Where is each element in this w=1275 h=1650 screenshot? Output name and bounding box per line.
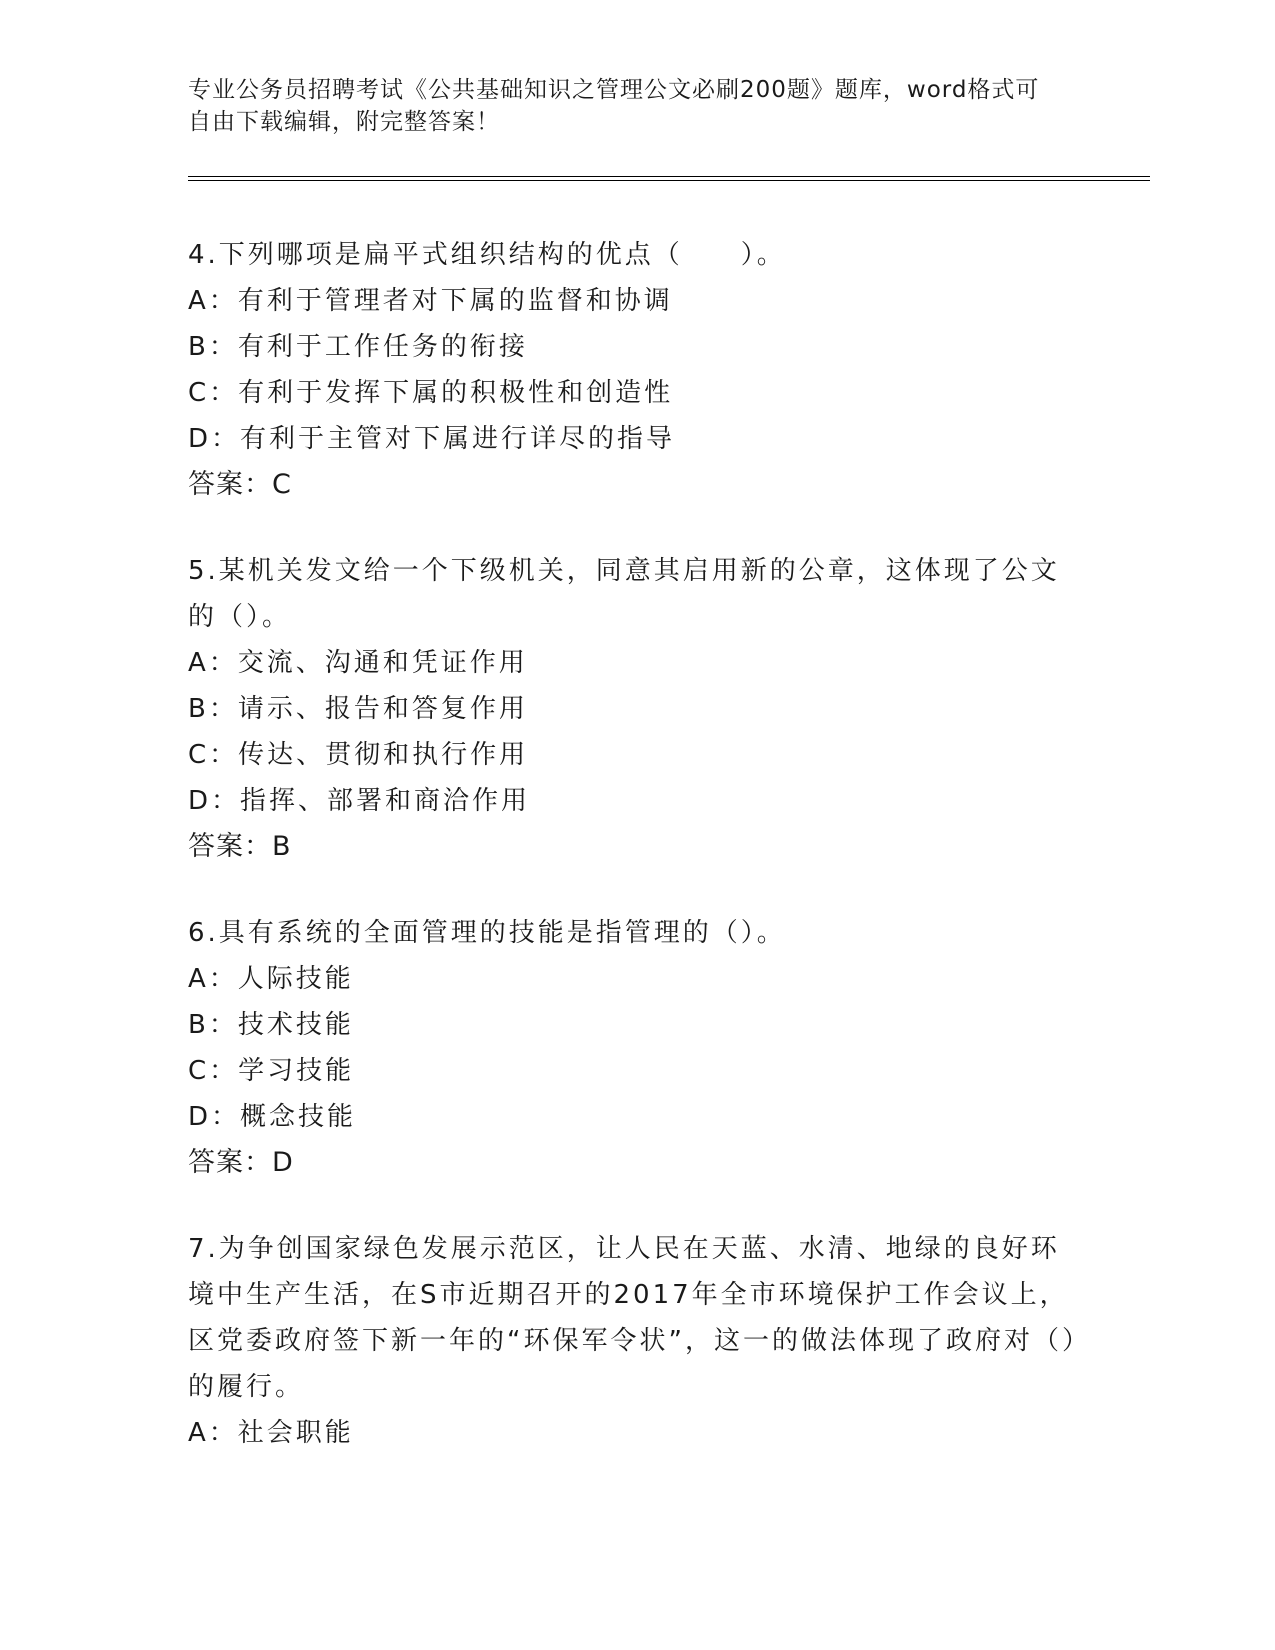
question-5 xyxy=(188,548,1078,870)
option-c: C：有利于发挥下属的积极性和创造性 xyxy=(188,378,674,408)
question-list xyxy=(188,232,1078,1496)
option-c: C：传达、贯彻和执行作用 xyxy=(188,740,529,770)
option-a: A：社会职能 xyxy=(188,1418,354,1448)
option-b: B：技术技能 xyxy=(188,1010,354,1040)
question-7 xyxy=(188,1226,1078,1456)
header-line-2: 自由下载编辑，附完整答案！ xyxy=(188,109,500,135)
question-stem: 7.为争创国家绿色发展示范区，让人民在天蓝、水清、地绿的良好环境中生产生活，在S市近期召开的2017年全市环境保护工作会议上，区党委政府签下新一年的“环保军令状”，这一的做法体现了政府对（）的履行。 xyxy=(188,1234,1078,1402)
header-line-1: 专业公务员招聘考试《公共基础知识之管理公文必刷200题》题库，word格式可 xyxy=(188,77,1040,103)
question-stem: 4.下列哪项是扁平式组织结构的优点（ ）。 xyxy=(188,240,786,270)
answer-line: 答案：C xyxy=(188,469,292,500)
option-d: D：指挥、部署和商洽作用 xyxy=(188,786,531,816)
question-stem: 6.具有系统的全面管理的技能是指管理的（）。 xyxy=(188,918,786,948)
option-a: A：交流、沟通和凭证作用 xyxy=(188,648,528,678)
option-b: B：请示、报告和答复作用 xyxy=(188,694,528,724)
option-a: A：有利于管理者对下属的监督和协调 xyxy=(188,286,673,316)
question-6 xyxy=(188,910,1078,1186)
question-stem: 5.某机关发文给一个下级机关，同意其启用新的公章，这体现了公文的（）。 xyxy=(188,556,1060,632)
header-divider-top xyxy=(188,176,1150,177)
document-header xyxy=(188,74,1068,138)
option-d: D：概念技能 xyxy=(188,1102,357,1132)
header-divider-bottom xyxy=(188,180,1150,181)
option-d: D：有利于主管对下属进行详尽的指导 xyxy=(188,424,676,454)
option-a: A：人际技能 xyxy=(188,964,354,994)
option-c: C：学习技能 xyxy=(188,1056,355,1086)
answer-line: 答案：B xyxy=(188,831,292,862)
question-4 xyxy=(188,232,1078,508)
option-b: B：有利于工作任务的衔接 xyxy=(188,332,528,362)
answer-line: 答案：D xyxy=(188,1147,294,1178)
